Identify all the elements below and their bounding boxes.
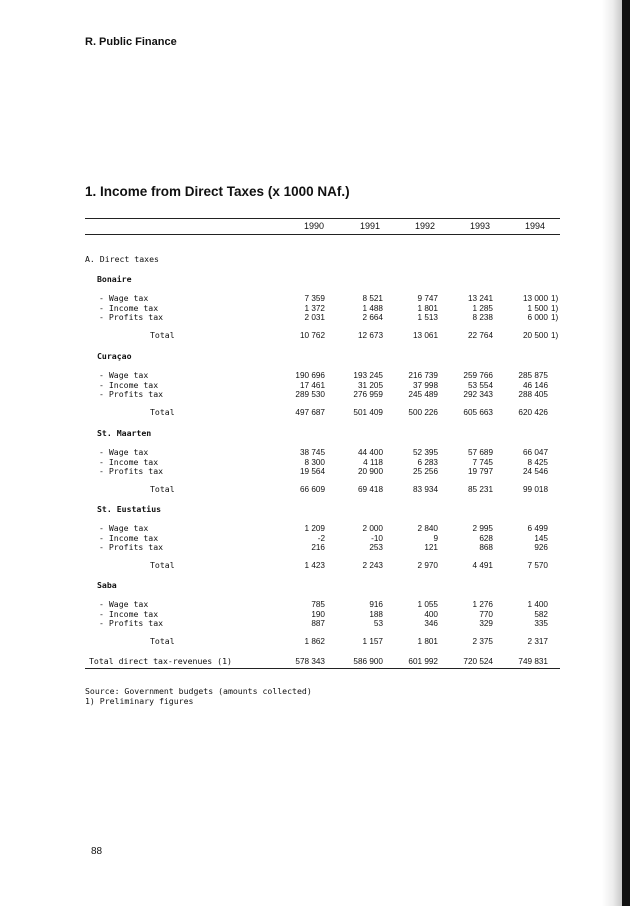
total-value: 10 762 <box>299 331 325 340</box>
group-label: A. Direct taxes <box>85 254 159 264</box>
cell-value: 785 <box>311 600 325 609</box>
total-value: 2 243 <box>362 561 383 570</box>
island-name: Saba <box>97 580 117 590</box>
cell-value: 582 <box>534 609 548 619</box>
cell-value: 253 <box>369 543 383 552</box>
total-label: Total <box>150 484 175 494</box>
cell-value: 46 146 <box>522 380 548 390</box>
row-label: - Wage tax <box>99 599 149 609</box>
footnote-preliminary: 1) Preliminary figures <box>85 696 194 706</box>
cell-value: 288 405 <box>518 390 548 399</box>
cell-value: 628 <box>479 533 493 543</box>
cell-value: 2 840 <box>417 524 438 533</box>
cell-value: 8 238 <box>472 313 493 322</box>
cell-value: 19 564 <box>299 467 325 476</box>
footnote-marker: 1) <box>551 303 559 313</box>
cell-value: 193 245 <box>353 371 383 380</box>
cell-value: 17 461 <box>299 380 325 390</box>
row-label: - Income tax <box>99 608 159 619</box>
cell-value: 1 513 <box>417 313 438 322</box>
row-label: - Profits tax <box>99 466 164 476</box>
cell-value: 2 031 <box>304 313 325 322</box>
cell-value: 1 801 <box>417 303 438 313</box>
cell-value: 329 <box>479 619 493 628</box>
row-label: - Wage tax <box>99 370 149 380</box>
cell-value: 216 <box>311 543 325 552</box>
row-label: - Income tax <box>99 532 159 543</box>
island-name: St. Maarten <box>97 428 152 438</box>
total-value: 12 673 <box>357 331 383 340</box>
cell-value: 8 425 <box>527 457 548 467</box>
total-value: 66 609 <box>299 485 325 494</box>
page-edge-shadow <box>602 0 622 906</box>
cell-value: 24 546 <box>522 467 548 476</box>
total-value: 2 970 <box>417 561 438 570</box>
cell-value: 19 797 <box>467 467 493 476</box>
cell-value: 1 285 <box>472 303 493 313</box>
cell-value: 2 995 <box>472 524 493 533</box>
grand-total-value: 720 524 <box>463 657 493 666</box>
total-value: 99 018 <box>522 485 548 494</box>
cell-value: 346 <box>424 619 438 628</box>
cell-value: 245 489 <box>408 390 438 399</box>
cell-value: 770 <box>479 609 493 619</box>
grand-total-value: 749 831 <box>518 657 548 666</box>
total-value: 497 687 <box>295 408 325 417</box>
cell-value: 1 372 <box>304 303 325 313</box>
total-value: 7 570 <box>527 561 548 570</box>
col-header-1992: 1992 <box>415 221 436 231</box>
cell-value: 1 488 <box>362 303 383 313</box>
col-header-1990: 1990 <box>304 221 325 231</box>
total-value: 500 226 <box>408 408 438 417</box>
cell-value: 926 <box>534 543 548 552</box>
cell-value: -10 <box>371 533 383 543</box>
table-title: 1. Income from Direct Taxes (x 1000 NAf.) <box>85 184 350 199</box>
cell-value: 1 400 <box>527 600 548 609</box>
cell-value: 2 000 <box>362 524 383 533</box>
cell-value: 13 000 <box>522 294 548 303</box>
cell-value: 38 745 <box>299 448 325 457</box>
cell-value: 37 998 <box>412 380 438 390</box>
source-note: Source: Government budgets (amounts collected) <box>85 686 312 696</box>
cell-value: 1 500 <box>527 303 548 313</box>
cell-value: 188 <box>369 609 383 619</box>
table-bottom-rule <box>85 668 560 669</box>
cell-value: 44 400 <box>357 448 383 457</box>
cell-value: 4 118 <box>363 457 383 467</box>
cell-value: 9 <box>433 533 438 543</box>
footnote-marker: 1) <box>551 331 559 340</box>
cell-value: 31 205 <box>357 380 383 390</box>
table-top-rule <box>85 218 560 219</box>
total-value: 83 934 <box>412 485 438 494</box>
row-label: - Income tax <box>99 456 159 467</box>
cell-value: 259 766 <box>463 371 493 380</box>
total-value: 1 157 <box>362 637 383 646</box>
total-value: 2 375 <box>472 637 493 646</box>
footnote-marker: 1) <box>551 313 559 322</box>
cell-value: 6 283 <box>417 457 438 467</box>
total-value: 1 862 <box>304 637 325 646</box>
cell-value: 285 875 <box>518 371 548 380</box>
cell-value: 276 959 <box>353 390 383 399</box>
cell-value: 335 <box>534 619 548 628</box>
cell-value: 145 <box>534 533 548 543</box>
total-value: 20 500 <box>522 331 548 340</box>
cell-value: 289 530 <box>295 390 325 399</box>
row-label: - Profits tax <box>99 312 164 322</box>
cell-value: 52 395 <box>412 448 438 457</box>
total-value: 2 317 <box>527 637 548 646</box>
footnote-marker: 1) <box>551 294 559 303</box>
col-header-1994: 1994 <box>525 221 546 231</box>
total-value: 501 409 <box>353 408 383 417</box>
row-label: - Wage tax <box>99 447 149 457</box>
cell-value: 868 <box>479 543 493 552</box>
total-label: Total <box>150 636 175 646</box>
total-value: 13 061 <box>412 331 438 340</box>
scan-border <box>622 0 630 906</box>
row-label: - Wage tax <box>99 523 149 533</box>
cell-value: 216 739 <box>408 371 438 380</box>
cell-value: 916 <box>369 600 383 609</box>
island-name: Bonaire <box>97 274 132 284</box>
cell-value: 190 696 <box>295 371 325 380</box>
cell-value: 1 276 <box>472 600 493 609</box>
cell-value: 8 521 <box>362 294 383 303</box>
island-name: Curaçao <box>97 351 132 361</box>
cell-value: 13 241 <box>467 294 493 303</box>
total-value: 69 418 <box>357 485 383 494</box>
cell-value: 66 047 <box>522 448 548 457</box>
grand-total-label: Total direct tax-revenues (1) <box>89 656 232 666</box>
total-value: 1 423 <box>304 561 325 570</box>
total-value: 4 491 <box>472 561 493 570</box>
cell-value: -2 <box>317 533 325 543</box>
cell-value: 6 000 <box>527 313 548 322</box>
col-header-1993: 1993 <box>470 221 491 231</box>
total-label: Total <box>150 407 175 417</box>
grand-total-value: 586 900 <box>353 657 383 666</box>
row-label: - Wage tax <box>99 293 149 303</box>
total-value: 1 801 <box>417 637 438 646</box>
cell-value: 8 300 <box>304 457 325 467</box>
section-heading: R. Public Finance <box>85 36 177 48</box>
row-label: - Income tax <box>99 302 159 313</box>
cell-value: 6 499 <box>527 524 548 533</box>
total-value: 22 764 <box>467 331 493 340</box>
total-label: Total <box>150 330 175 340</box>
cell-value: 53 554 <box>467 380 493 390</box>
cell-value: 887 <box>311 619 325 628</box>
cell-value: 7 745 <box>472 457 493 467</box>
cell-value: 25 256 <box>412 467 438 476</box>
cell-value: 2 664 <box>362 313 383 322</box>
cell-value: 190 <box>311 609 325 619</box>
row-label: - Income tax <box>99 379 159 390</box>
row-label: - Profits tax <box>99 542 164 552</box>
cell-value: 1 055 <box>417 600 438 609</box>
total-value: 85 231 <box>467 485 493 494</box>
col-header-1991: 1991 <box>360 221 381 231</box>
cell-value: 400 <box>424 609 438 619</box>
total-label: Total <box>150 560 175 570</box>
grand-total-value: 578 343 <box>295 657 325 666</box>
table-header-rule <box>85 234 560 235</box>
cell-value: 53 <box>373 619 383 628</box>
row-label: - Profits tax <box>99 389 164 399</box>
total-value: 605 663 <box>463 408 493 417</box>
cell-value: 7 359 <box>304 294 325 303</box>
row-label: - Profits tax <box>99 618 164 628</box>
cell-value: 57 689 <box>467 448 493 457</box>
cell-value: 20 900 <box>357 467 383 476</box>
grand-total-value: 601 992 <box>408 657 438 666</box>
cell-value: 9 747 <box>417 294 438 303</box>
island-name: St. Eustatius <box>97 504 162 514</box>
cell-value: 292 343 <box>463 390 493 399</box>
total-value: 620 426 <box>518 408 548 417</box>
page-number: 88 <box>91 846 103 857</box>
cell-value: 121 <box>424 543 438 552</box>
cell-value: 1 209 <box>304 524 325 533</box>
